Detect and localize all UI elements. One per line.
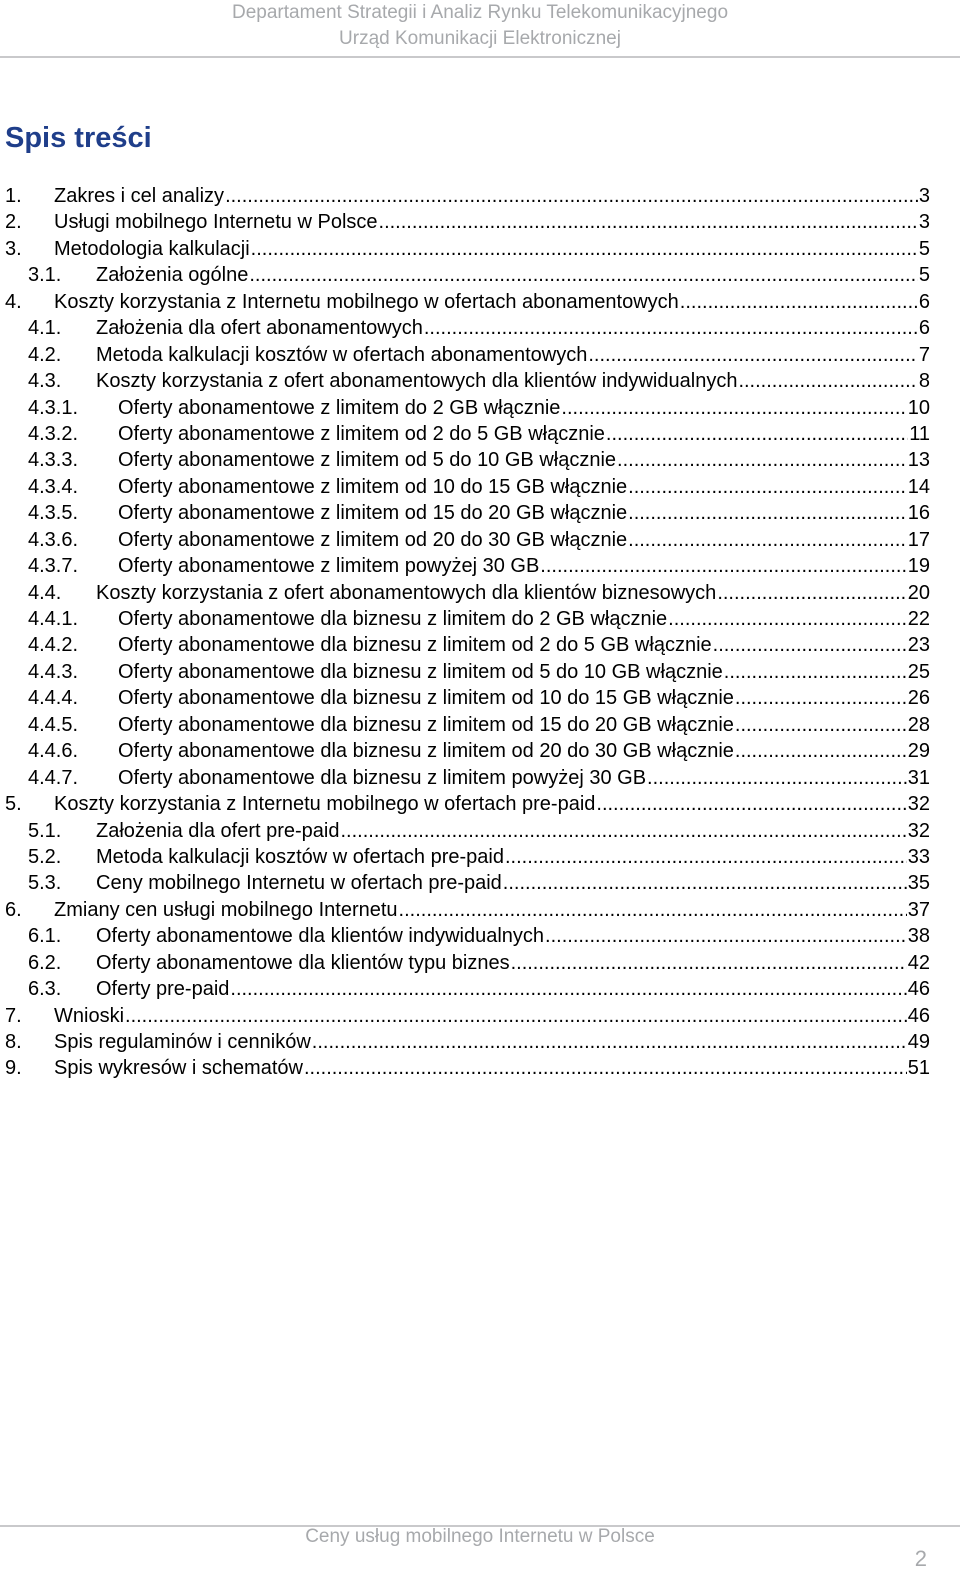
toc-entry-title: Zmiany cen usługi mobilnego Internetu (54, 898, 398, 921)
toc-entry-title: Koszty korzystania z Internetu mobilnego w ofertach pre-paid (54, 793, 596, 816)
toc-dot-leader (379, 209, 918, 235)
toc-entry-title: Metodologia kalkulacji (54, 237, 250, 260)
toc-entry-link[interactable] (118, 421, 930, 447)
toc-dot-leader (304, 1055, 907, 1081)
toc-entry-page: 17 (907, 528, 930, 551)
toc-entry-link[interactable] (54, 1055, 930, 1081)
toc-entry-title: Oferty abonamentowe z limitem do 2 GB włącznie (118, 396, 561, 419)
toc-entry-page: 8 (918, 370, 930, 393)
toc-dot-leader (717, 580, 906, 606)
toc-entry-link[interactable] (118, 685, 930, 711)
toc-entry-link[interactable] (118, 500, 930, 526)
toc-entry-page: 38 (907, 925, 930, 948)
toc-entry-number: 6.3. (28, 978, 62, 1001)
toc-entry-link[interactable] (96, 342, 930, 368)
table-of-contents (0, 183, 960, 1082)
toc-entry-page: 32 (907, 819, 930, 842)
toc-entry[interactable] (0, 897, 960, 923)
toc-entry-number: 8. (5, 1031, 22, 1053)
toc-entry[interactable] (0, 818, 960, 844)
toc-entry-title: Koszty korzystania z Internetu mobilnego w ofertach abonamentowych (54, 290, 679, 313)
toc-entry-title: Ceny mobilnego Internetu w ofertach pre-paid (96, 872, 502, 895)
toc-entry-page: 49 (907, 1031, 930, 1053)
toc-entry[interactable] (0, 289, 960, 315)
toc-entry-link[interactable] (96, 976, 930, 1002)
toc-entry-number: 4.3.5. (28, 502, 79, 525)
toc-entry-link[interactable] (96, 580, 930, 606)
toc-entry[interactable] (0, 368, 960, 394)
toc-entry-number: 4.2. (28, 343, 62, 366)
toc-entry-title: Oferty abonamentowe dla biznesu z limitem od 2 do 5 GB włącznie (118, 634, 712, 657)
toc-entry-number: 4. (5, 290, 22, 313)
toc-dot-leader (588, 342, 918, 368)
toc-entry[interactable] (0, 236, 960, 262)
toc-entry-number: 7. (5, 1004, 22, 1027)
toc-entry-title: Spis regulaminów i cenników (54, 1031, 311, 1053)
toc-entry-number: 4.3.4. (28, 475, 79, 498)
toc-dot-leader (617, 447, 907, 473)
toc-entry-title: Koszty korzystania z ofert abonamentowych dla klientów indywidualnych (96, 370, 738, 393)
toc-entry-link[interactable] (118, 738, 930, 764)
toc-dot-leader (511, 950, 907, 976)
toc-entry-title: Założenia dla ofert abonamentowych (96, 317, 423, 340)
toc-entry-number: 4.4.1. (28, 608, 79, 630)
toc-entry-number: 2. (5, 211, 22, 234)
toc-dot-leader (503, 870, 907, 896)
toc-entry-title: Założenia dla ofert pre-paid (96, 819, 340, 842)
toc-entry-page: 35 (907, 872, 930, 895)
toc-entry-number: 4.4.5. (28, 713, 79, 736)
toc-entry-title: Oferty abonamentowe dla biznesu z limitem od 10 do 15 GB włącznie (118, 687, 734, 710)
toc-entry-page: 7 (918, 343, 930, 366)
toc-entry-link[interactable] (96, 950, 930, 976)
toc-entry-page: 19 (907, 555, 930, 578)
page-number: 2 (914, 1546, 927, 1571)
toc-entry[interactable] (0, 738, 960, 764)
toc-entry-title: Usługi mobilnego Internetu w Polsce (54, 211, 378, 234)
toc-entry-title: Metoda kalkulacji kosztów w ofertach pre-paid (96, 845, 504, 868)
toc-entry[interactable] (0, 315, 960, 341)
toc-dot-leader (540, 553, 906, 579)
toc-entry[interactable] (0, 342, 960, 368)
toc-entry-page: 5 (918, 237, 930, 260)
toc-dot-leader (230, 976, 906, 1002)
toc-entry-number: 6.1. (28, 925, 62, 948)
toc-entry[interactable] (0, 527, 960, 553)
toc-dot-leader (628, 474, 907, 500)
toc-entry-title: Metoda kalkulacji kosztów w ofertach abonamentowych (96, 343, 588, 366)
toc-entry-number: 4.4.4. (28, 687, 79, 710)
toc-dot-leader (606, 421, 908, 447)
toc-dot-leader (312, 1029, 907, 1055)
toc-dot-leader (680, 289, 918, 315)
toc-entry-link[interactable] (54, 897, 930, 923)
toc-entry-number: 4.1. (28, 317, 62, 340)
toc-entry-number: 6. (5, 898, 22, 921)
toc-entry-title: Spis wykresów i schematów (54, 1057, 303, 1080)
toc-entry-title: Oferty abonamentowe dla biznesu z limitem od 5 do 10 GB włącznie (118, 660, 723, 683)
toc-entry-link[interactable] (54, 791, 930, 817)
toc-entry[interactable] (0, 421, 960, 447)
toc-entry-number: 5.2. (28, 845, 62, 868)
toc-entry-link[interactable] (118, 527, 930, 553)
toc-dot-leader (628, 500, 907, 526)
toc-entry-number: 4.3. (28, 370, 62, 393)
toc-entry-page: 32 (907, 793, 930, 816)
toc-entry-title: Oferty abonamentowe dla biznesu z limitem do 2 GB włącznie (118, 608, 668, 630)
toc-dot-leader (735, 685, 907, 711)
toc-heading: Spis treści (5, 122, 152, 154)
toc-entry-page: 22 (907, 608, 930, 630)
toc-entry-page: 51 (907, 1057, 930, 1080)
footer-title: Ceny usług mobilnego Internetu w Polsce (305, 1526, 655, 1547)
toc-dot-leader (668, 606, 907, 632)
toc-entry-link[interactable] (96, 368, 930, 394)
toc-entry-page: 23 (907, 634, 930, 657)
toc-entry[interactable] (0, 659, 960, 685)
toc-entry-number: 1. (5, 185, 22, 207)
toc-entry-page: 20 (907, 581, 930, 604)
toc-entry[interactable] (0, 209, 960, 235)
toc-entry-number: 4.4. (28, 581, 62, 604)
toc-entry-page: 6 (918, 317, 930, 340)
toc-dot-leader (713, 632, 907, 658)
toc-entry-page: 14 (907, 475, 930, 498)
header-office: Urząd Komunikacji Elektronicznej (339, 28, 621, 49)
toc-dot-leader (596, 791, 906, 817)
toc-dot-leader (545, 923, 907, 949)
toc-entry[interactable] (0, 685, 960, 711)
toc-entry-page: 46 (907, 1004, 930, 1027)
toc-entry-title: Oferty abonamentowe z limitem od 20 do 30 GB włącznie (118, 528, 628, 551)
toc-entry-number: 4.3.7. (28, 555, 79, 578)
toc-entry-number: 4.3.6. (28, 528, 79, 551)
toc-entry-link[interactable] (118, 632, 930, 658)
toc-dot-leader (628, 527, 907, 553)
toc-entry[interactable] (0, 976, 960, 1002)
toc-entry-link[interactable] (54, 209, 930, 235)
header-divider (0, 56, 960, 58)
toc-entry[interactable] (0, 447, 960, 473)
toc-entry-page: 16 (907, 502, 930, 525)
toc-entry[interactable] (0, 844, 960, 870)
toc-entry[interactable] (0, 1055, 960, 1081)
toc-dot-leader (249, 262, 918, 288)
toc-entry-number: 4.3.3. (28, 449, 79, 472)
toc-entry-page: 26 (907, 687, 930, 710)
toc-entry-link[interactable] (54, 236, 930, 262)
toc-entry-number: 3. (5, 237, 22, 260)
toc-entry-link[interactable] (118, 659, 930, 685)
toc-dot-leader (125, 1003, 907, 1029)
toc-entry-title: Założenia ogólne (96, 264, 249, 287)
toc-entry[interactable] (0, 1029, 960, 1055)
toc-entry[interactable] (0, 870, 960, 896)
toc-entry-link[interactable] (96, 315, 930, 341)
toc-entry-title: Oferty abonamentowe dla biznesu z limitem od 15 do 20 GB włącznie (118, 713, 734, 736)
toc-entry-number: 4.3.1. (28, 396, 79, 419)
toc-entry[interactable] (0, 262, 960, 288)
toc-entry[interactable] (0, 791, 960, 817)
toc-dot-leader (340, 818, 906, 844)
toc-entry-number: 4.3.2. (28, 422, 79, 445)
toc-dot-leader (424, 315, 918, 341)
toc-entry-number: 6.2. (28, 951, 62, 974)
toc-entry-page: 37 (907, 898, 930, 921)
toc-entry-link[interactable] (96, 870, 930, 896)
toc-entry-page: 3 (918, 211, 930, 234)
toc-entry-page: 11 (909, 422, 930, 445)
toc-entry-page: 33 (907, 845, 930, 868)
toc-entry-title: Oferty abonamentowe dla klientów typu biznes (96, 951, 510, 974)
toc-entry-page: 5 (918, 264, 930, 287)
toc-dot-leader (735, 712, 907, 738)
toc-entry[interactable] (0, 474, 960, 500)
toc-entry-title: Oferty abonamentowe z limitem od 15 do 20 GB włącznie (118, 502, 628, 525)
toc-entry-link[interactable] (54, 183, 930, 209)
toc-entry-number: 9. (5, 1057, 22, 1080)
toc-entry-link[interactable] (118, 395, 930, 421)
toc-entry[interactable] (0, 395, 960, 421)
toc-entry-page: 10 (907, 396, 930, 419)
toc-entry-title: Oferty abonamentowe dla biznesu z limitem powyżej 30 GB (118, 766, 647, 789)
toc-entry-title: Zakres i cel analizy (54, 185, 225, 207)
toc-entry-page: 28 (907, 713, 930, 736)
toc-entry-number: 5. (5, 793, 22, 816)
toc-dot-leader (225, 183, 918, 209)
toc-dot-leader (647, 765, 907, 791)
toc-entry-link[interactable] (54, 1029, 930, 1055)
toc-dot-leader (724, 659, 907, 685)
toc-entry-link[interactable] (54, 1003, 930, 1029)
toc-dot-leader (399, 897, 907, 923)
toc-entry-link[interactable] (118, 553, 930, 579)
toc-entry-page: 6 (918, 290, 930, 313)
toc-entry-title: Oferty abonamentowe dla biznesu z limitem od 20 do 30 GB włącznie (118, 740, 734, 763)
toc-entry-title: Oferty abonamentowe z limitem od 5 do 10 GB włącznie (118, 449, 617, 472)
toc-entry-link[interactable] (118, 474, 930, 500)
page-header (0, 0, 960, 52)
toc-entry-number: 4.4.3. (28, 660, 79, 683)
toc-entry-page: 3 (918, 185, 930, 207)
toc-dot-leader (505, 844, 907, 870)
toc-entry[interactable] (0, 632, 960, 658)
toc-entry-title: Koszty korzystania z ofert abonamentowych dla klientów biznesowych (96, 581, 717, 604)
toc-entry-page: 25 (907, 660, 930, 683)
toc-entry-link[interactable] (118, 712, 930, 738)
toc-entry-link[interactable] (96, 262, 930, 288)
toc-dot-leader (561, 395, 906, 421)
toc-entry-number: 4.4.7. (28, 766, 79, 789)
toc-entry-link[interactable] (54, 289, 930, 315)
toc-entry-link[interactable] (118, 606, 930, 632)
toc-entry-number: 4.4.2. (28, 634, 79, 657)
toc-entry-title: Oferty abonamentowe z limitem od 2 do 5 GB włącznie (118, 422, 605, 445)
header-department: Departament Strategii i Analiz Rynku Telekomunikacyjnego (231, 2, 729, 23)
toc-entry-page: 46 (907, 978, 930, 1001)
toc-entry[interactable] (0, 606, 960, 632)
toc-entry-link[interactable] (96, 844, 930, 870)
toc-entry[interactable] (0, 1003, 960, 1029)
toc-entry[interactable] (0, 580, 960, 606)
toc-entry-link[interactable] (118, 447, 930, 473)
toc-entry-link[interactable] (96, 818, 930, 844)
toc-entry-number: 5.3. (28, 872, 62, 895)
toc-entry-link[interactable] (96, 923, 930, 949)
toc-entry[interactable] (0, 923, 960, 949)
toc-entry-page: 13 (907, 449, 930, 472)
toc-entry-title: Oferty abonamentowe z limitem powyżej 30 GB (118, 555, 540, 578)
toc-entry-number: 4.4.6. (28, 740, 79, 763)
toc-entry[interactable] (0, 553, 960, 579)
toc-dot-leader (738, 368, 917, 394)
toc-entry[interactable] (0, 500, 960, 526)
toc-entry-title: Oferty abonamentowe z limitem od 10 do 15 GB włącznie (118, 475, 628, 498)
toc-entry[interactable] (0, 183, 960, 209)
toc-entry-page: 31 (907, 766, 930, 789)
toc-entry-number: 5.1. (28, 819, 62, 842)
toc-entry[interactable] (0, 765, 960, 791)
toc-entry-page: 29 (907, 740, 930, 763)
toc-entry[interactable] (0, 950, 960, 976)
toc-entry-title: Oferty pre-paid (96, 978, 230, 1001)
toc-entry-page: 42 (907, 951, 930, 974)
toc-entry-link[interactable] (118, 765, 930, 791)
toc-entry[interactable] (0, 712, 960, 738)
toc-entry-title: Wnioski (54, 1004, 125, 1027)
toc-entry-title: Oferty abonamentowe dla klientów indywidualnych (96, 925, 545, 948)
toc-dot-leader (251, 236, 918, 262)
toc-dot-leader (735, 738, 907, 764)
toc-entry-number: 3.1. (28, 264, 62, 287)
